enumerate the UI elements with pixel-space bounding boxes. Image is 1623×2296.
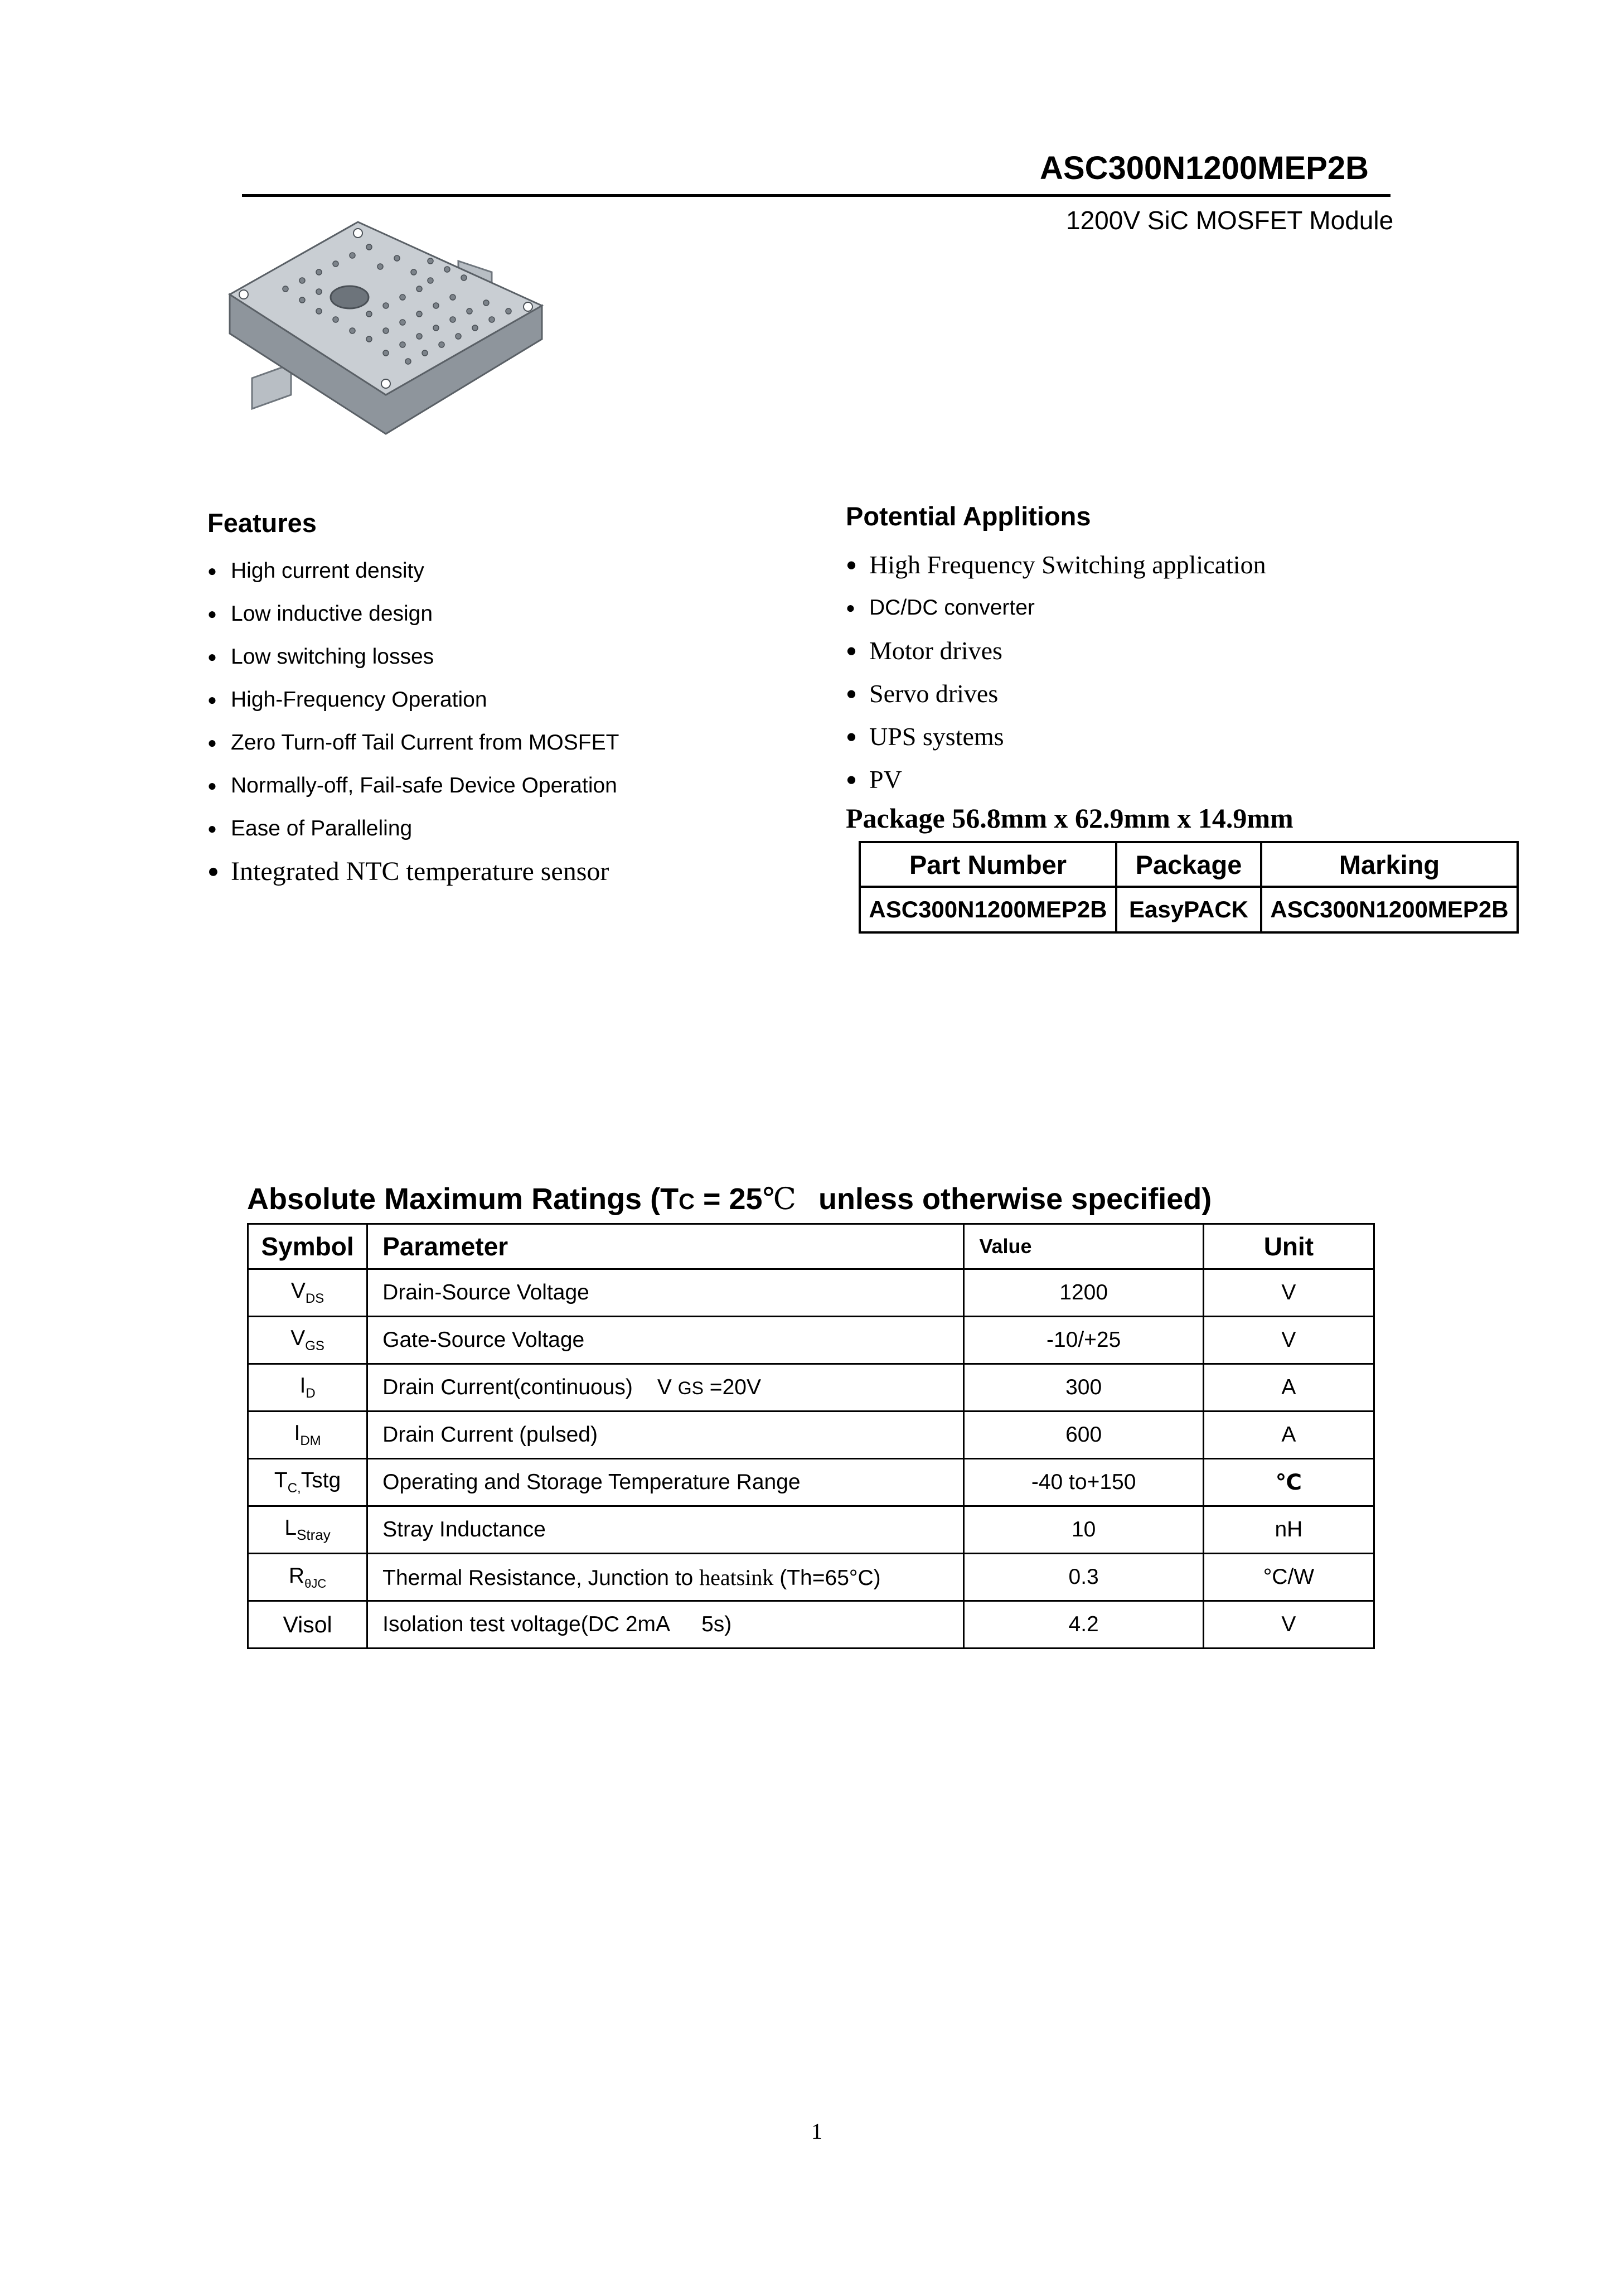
feature-item: ● Zero Turn-off Tail Current from MOSFET: [207, 721, 619, 764]
table-row: [248, 1506, 1374, 1554]
parameter-cell: Drain Current(continuous) V GS =20V: [367, 1364, 964, 1412]
header-rule: [242, 194, 1391, 197]
unit-cell: V: [1203, 1269, 1374, 1317]
cell-part-number: ASC300N1200MEP2B: [860, 887, 1116, 932]
table-row: [248, 1459, 1374, 1506]
value-cell: 600: [964, 1412, 1203, 1459]
module-illustration: [219, 211, 553, 490]
table-row: [248, 1412, 1374, 1459]
feature-item: ● Low inductive design: [207, 592, 619, 635]
application-item: ● UPS systems: [846, 715, 1266, 758]
table-row: [248, 1554, 1374, 1601]
package-table: [859, 841, 1519, 934]
ratings-heading: Absolute Maximum Ratings (TC = 25℃ unless otherwise specified): [247, 1181, 1212, 1216]
col-symbol: Symbol: [248, 1224, 367, 1269]
application-item: ● Servo drives: [846, 672, 1266, 715]
features-heading: Features: [207, 508, 317, 538]
table-row: [248, 1269, 1374, 1317]
symbol-cell: $I_{DM}$: [248, 1412, 367, 1459]
cell-package: EasyPACK: [1116, 887, 1261, 932]
table-row: [248, 1364, 1374, 1412]
application-item: ● High Frequency Switching application: [846, 543, 1266, 586]
parameter-cell: Thermal Resistance, Junction to heatsink (Th=65°C): [367, 1554, 964, 1601]
symbol-cell: $V_{DS}$: [248, 1269, 367, 1317]
col-parameter: Parameter: [367, 1224, 964, 1269]
unit-cell: V: [1203, 1601, 1374, 1649]
symbol-cell: $L_{Stray}$: [248, 1506, 367, 1554]
package-table-header: [860, 842, 1518, 887]
col-marking: Marking: [1261, 842, 1518, 887]
parameter-cell: Isolation test voltage(DC 2mA 5s): [367, 1601, 964, 1649]
unit-cell: V: [1203, 1317, 1374, 1364]
unit-cell: nH: [1203, 1506, 1374, 1554]
symbol-cell: Visol: [248, 1601, 367, 1649]
table-row: [248, 1601, 1374, 1649]
feature-item: ● High-Frequency Operation: [207, 678, 619, 721]
value-cell: 10: [964, 1506, 1203, 1554]
cell-marking: ASC300N1200MEP2B: [1261, 887, 1518, 932]
application-item: ● PV: [846, 758, 1266, 801]
value-cell: 300: [964, 1364, 1203, 1412]
col-part-number: Part Number: [860, 842, 1116, 887]
value-cell: 1200: [964, 1269, 1203, 1317]
center-hole: [331, 286, 369, 308]
table-row: [248, 1317, 1374, 1364]
feature-item: ● Low switching losses: [207, 635, 619, 678]
ratings-table: [247, 1223, 1375, 1649]
parameter-cell: Operating and Storage Temperature Range: [367, 1459, 964, 1506]
unit-cell: A: [1203, 1364, 1374, 1412]
application-item: ● DC/DC converter: [846, 586, 1266, 629]
package-heading: Package 56.8mm x 62.9mm x 14.9mm: [846, 803, 1293, 834]
unit-cell: °C/W: [1203, 1554, 1374, 1601]
feature-item: ● High current density: [207, 549, 619, 592]
unit-cell: ℃: [1203, 1459, 1374, 1506]
symbol-cell: $V_{GS}$: [248, 1317, 367, 1364]
parameter-cell: Drain-Source Voltage: [367, 1269, 964, 1317]
features-list: [207, 549, 619, 893]
page-number: 1: [811, 2119, 822, 2144]
module-subtitle: 1200V SiC MOSFET Module: [1066, 206, 1394, 235]
parameter-cell: Gate-Source Voltage: [367, 1317, 964, 1364]
value-cell: 0.3: [964, 1554, 1203, 1601]
value-cell: -40 to+150: [964, 1459, 1203, 1506]
feature-item: ● Integrated NTC temperature sensor: [207, 850, 619, 893]
symbol-cell: $R_{\theta JC}$: [248, 1554, 367, 1601]
col-package: Package: [1116, 842, 1261, 887]
value-cell: -10/+25: [964, 1317, 1203, 1364]
symbol-cell: $I_D$: [248, 1364, 367, 1412]
applications-heading: Potential Applitions: [846, 501, 1091, 531]
feature-item: ● Ease of Paralleling: [207, 807, 619, 850]
parameter-cell: Stray Inductance: [367, 1506, 964, 1554]
feature-item: ● Normally-off, Fail-safe Device Operation: [207, 764, 619, 807]
ratings-header-row: [248, 1224, 1374, 1269]
part-number-title: ASC300N1200MEP2B: [1040, 150, 1369, 186]
parameter-cell: Drain Current (pulsed): [367, 1412, 964, 1459]
applications-list: [846, 543, 1266, 801]
col-unit: Unit: [1203, 1224, 1374, 1269]
package-table-row: [860, 887, 1518, 932]
application-item: ● Motor drives: [846, 629, 1266, 672]
unit-cell: A: [1203, 1412, 1374, 1459]
col-value: Value: [964, 1224, 1203, 1269]
value-cell: 4.2: [964, 1601, 1203, 1649]
symbol-cell: $T_{C,}Tstg$: [248, 1459, 367, 1506]
